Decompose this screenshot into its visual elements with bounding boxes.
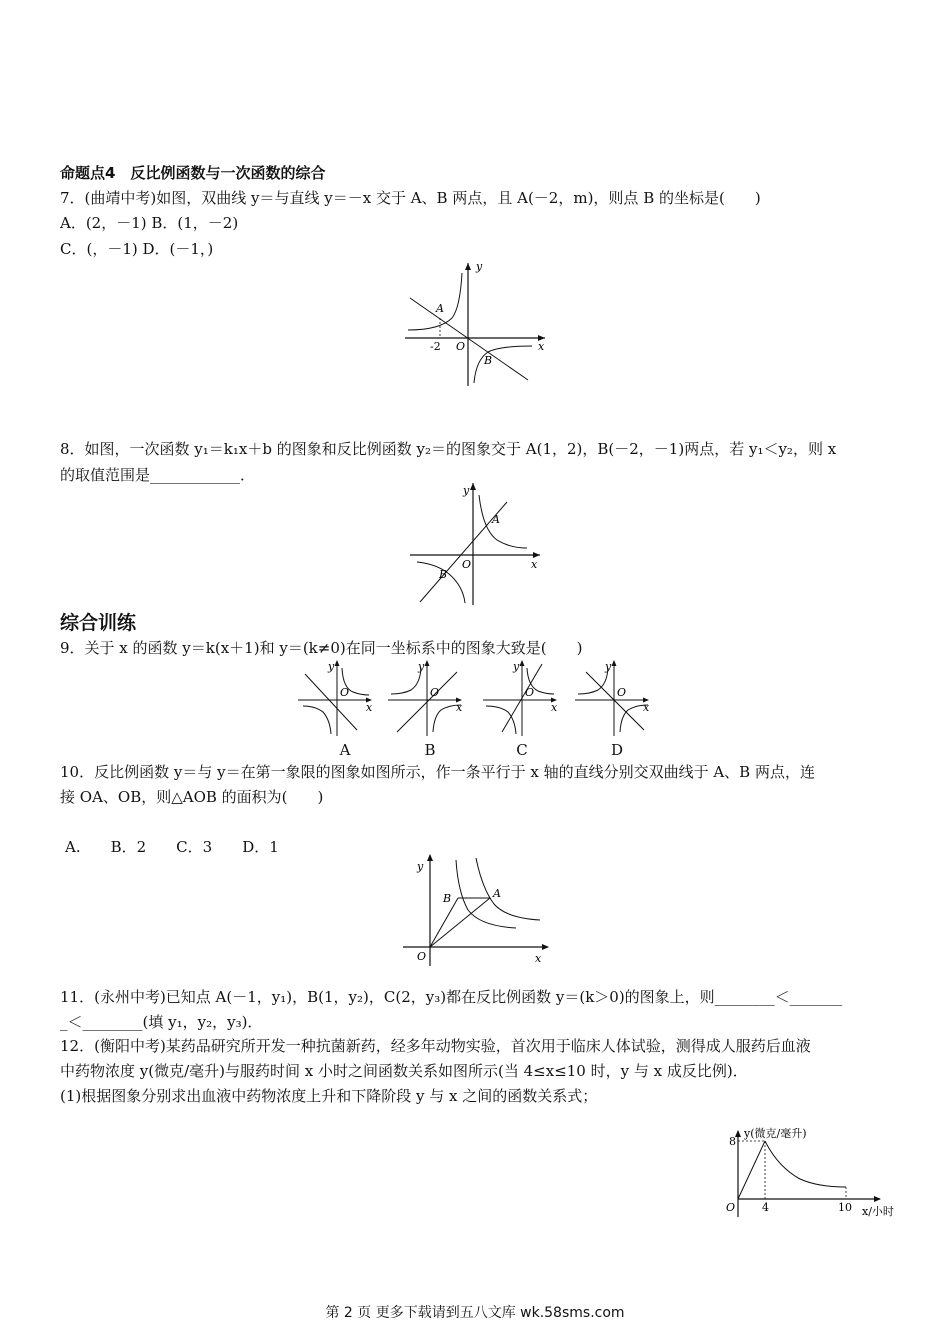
q9-d-x: x <box>643 701 650 714</box>
q12-fig-eight: 8 <box>729 1135 736 1148</box>
q11-stem-line2: _＜________(填 y₁，y₂，y₃)． <box>60 1013 263 1031</box>
q8-fig-y: y <box>463 484 470 497</box>
q10-fig-a: A <box>493 887 501 900</box>
q7-fig-o: O <box>456 340 466 353</box>
q9-option-a-figure <box>295 658 375 738</box>
q10-fig-o: O <box>417 950 427 963</box>
q9-option-c-label: C <box>516 741 528 759</box>
q10-fig-x: x <box>535 952 542 965</box>
q10-options: A. B．2 C．3 D．1 <box>65 838 279 856</box>
q9-c-o: O <box>525 686 535 699</box>
q9-c-x: x <box>551 701 558 714</box>
q12-fig-xlabel: x/小时 <box>862 1205 894 1218</box>
q9-a-o: O <box>340 686 350 699</box>
q7-options-cd: C．(，－1) D．(－1，) <box>60 240 214 258</box>
q12-fig-four: 4 <box>762 1201 769 1214</box>
q9-a-y: y <box>328 660 335 673</box>
q12-fig-ylabel: y(微克/毫升) <box>744 1127 807 1140</box>
q9-c-y: y <box>513 660 520 673</box>
q12-stem-line2: 中药物浓度 y(微克/毫升)与服药时间 x 小时之间函数关系如图所示(当 4≤x≤10 时，y 与 x 成反比例)． <box>60 1062 748 1080</box>
q9-option-d-figure <box>572 658 652 738</box>
q8-fig-o: O <box>462 558 472 571</box>
q9-option-a-label: A <box>339 741 351 759</box>
q7-line <box>410 298 528 380</box>
q8-stem: 8．如图，一次函数 y₁＝k₁x＋b 的图象和反比例函数 y₂＝的图象交于 A(1，2)，B(－2，－1)两点，若 y₁＜y₂，则 x <box>60 440 837 458</box>
training-heading: 综合训练 <box>60 612 137 634</box>
q12-fig-o: O <box>726 1201 736 1214</box>
q10-hyperbola-outer <box>476 858 540 920</box>
q9-d-y: y <box>605 660 612 673</box>
q8-stem-line2: 的取值范围是____________． <box>60 466 256 484</box>
q9-d-o: O <box>617 686 627 699</box>
q7-fig-a: A <box>436 302 444 315</box>
q12-falling-curve <box>765 1141 846 1187</box>
q9-a-x: x <box>366 701 373 714</box>
q7-fig-neg2: -2 <box>430 340 441 353</box>
q7-fig-y: y <box>476 260 483 273</box>
q11-stem: 11．(永州中考)已知点 A(－1，y₁)，B(1，y₂)，C(2，y₃)都在反比例函数 y＝(k＞0)的图象上，则________＜_______ <box>60 988 843 1006</box>
q7-hyperbola-left <box>408 273 462 330</box>
q10-fig-y: y <box>417 860 424 873</box>
q8-fig-a: A <box>492 513 500 526</box>
q12-rising-segment <box>738 1141 765 1199</box>
q9-b-o: O <box>430 686 440 699</box>
q7-hyperbola-right <box>474 346 532 383</box>
q8-figure <box>405 480 545 608</box>
q12-question-1: (1)根据图象分别求出血液中药物浓度上升和下降阶段 y 与 x 之间的函数关系式； <box>60 1087 598 1105</box>
q10-stem: 10．反比例函数 y＝与 y＝在第一象限的图象如图所示，作一条平行于 x 轴的直线分别交双曲线于 A、B 两点，连 <box>60 763 815 781</box>
q9-option-b-figure <box>385 658 465 738</box>
q9-option-c-figure <box>480 658 560 738</box>
q9-b-y: y <box>418 660 425 673</box>
q7-fig-b: B <box>484 354 493 367</box>
q8-hyperbola-right <box>479 495 527 548</box>
q7-stem: 7．(曲靖中考)如图，双曲线 y＝与直线 y＝－x 交于 A、B 两点，且 A(－2，m)，则点 B 的坐标是( ) <box>60 189 761 207</box>
q10-segment-ob <box>430 898 458 947</box>
q12-figure <box>718 1125 898 1225</box>
q9-option-d-label: D <box>610 741 624 759</box>
q10-fig-b: B <box>443 892 452 905</box>
q7-options-ab: A．(2，－1) B．(1，－2) <box>60 214 239 232</box>
q8-fig-x: x <box>531 558 538 571</box>
q9-b-x: x <box>456 701 463 714</box>
q10-figure <box>398 852 553 970</box>
q7-fig-x: x <box>538 340 545 353</box>
section-heading: 命题点4 反比例函数与一次函数的综合 <box>60 164 326 182</box>
q7-figure <box>400 258 550 388</box>
q9-stem: 9．关于 x 的函数 y＝k(x＋1)和 y＝(k≠0)在同一坐标系中的图象大致是( ) <box>60 639 583 657</box>
q10-segment-oa <box>430 898 490 947</box>
q9-option-b-label: B <box>424 741 436 759</box>
q8-fig-b: B <box>439 568 448 581</box>
q12-fig-ten: 10 <box>838 1201 852 1214</box>
q10-stem-line2: 接 OA、OB，则△AOB 的面积为( ) <box>60 788 324 806</box>
page-footer: 第 2 页 更多下载请到五八文库 wk.58sms.com <box>325 1305 625 1321</box>
q12-stem: 12．(衡阳中考)某药品研究所开发一种抗菌新药，经多年动物实验，首次用于临床人体试验，测得成人服药后血液 <box>60 1037 811 1055</box>
